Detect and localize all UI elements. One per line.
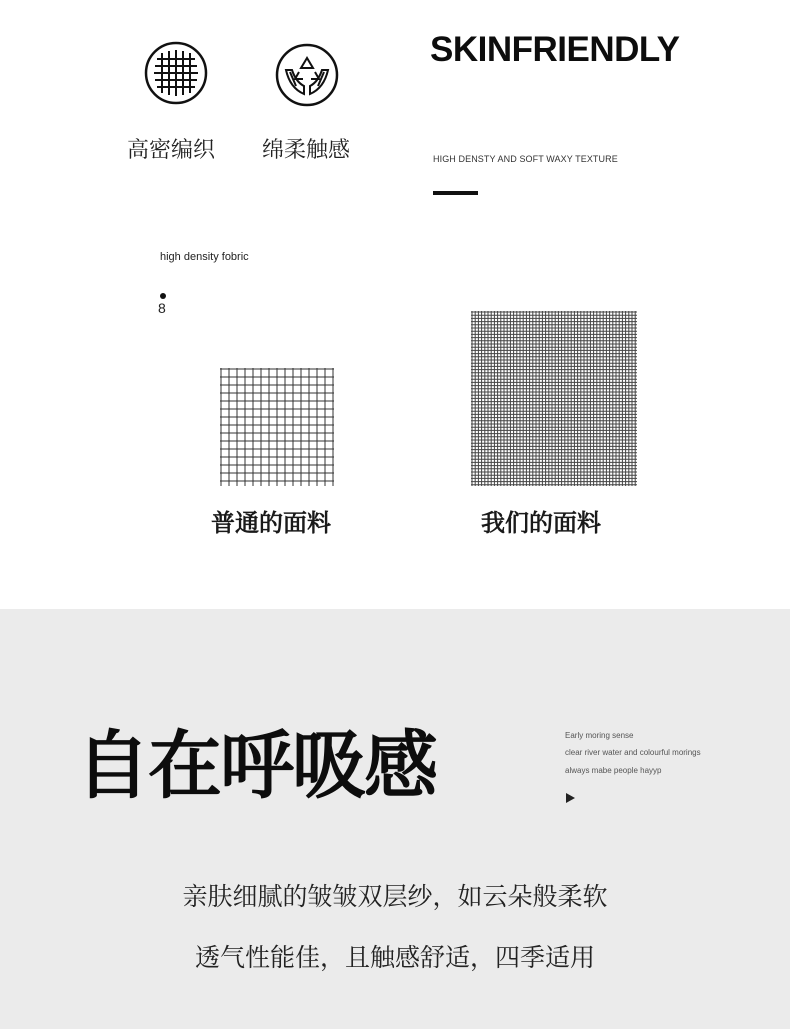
bullet-dot [160,293,166,299]
density-label: high density fobric [160,251,249,263]
our-fabric-label: 我们的面料 [481,509,601,537]
ordinary-fabric-grid [220,368,334,486]
breathability-headline: 自在呼吸感 [76,723,436,809]
english-line-1: Early moring sense [565,731,634,740]
feature-label-soft-touch: 绵柔触感 [262,138,351,163]
bullet-number: 8 [158,300,166,316]
our-fabric-grid [471,311,637,486]
hands-recycle-icon [274,42,340,108]
description-line-2: 透气性能佳，且触感舒适，四季适用 [194,943,595,972]
english-line-2: clear river water and colourful morings [565,748,701,757]
english-line-3: always mabe people hayyp [565,766,662,775]
brand-title: SKINFRIENDLY [430,30,680,69]
play-arrow-icon [566,793,575,803]
brand-underline [433,191,478,195]
description-line-1: 亲肤细腻的皱皱双层纱，如云朵般柔软 [182,882,608,911]
woven-fabric-icon [143,40,209,106]
feature-label-high-density: 高密编织 [127,138,216,163]
brand-subtitle: HIGH DENSTY AND SOFT WAXY TEXTURE [433,154,618,164]
ordinary-fabric-label: 普通的面料 [211,509,331,537]
